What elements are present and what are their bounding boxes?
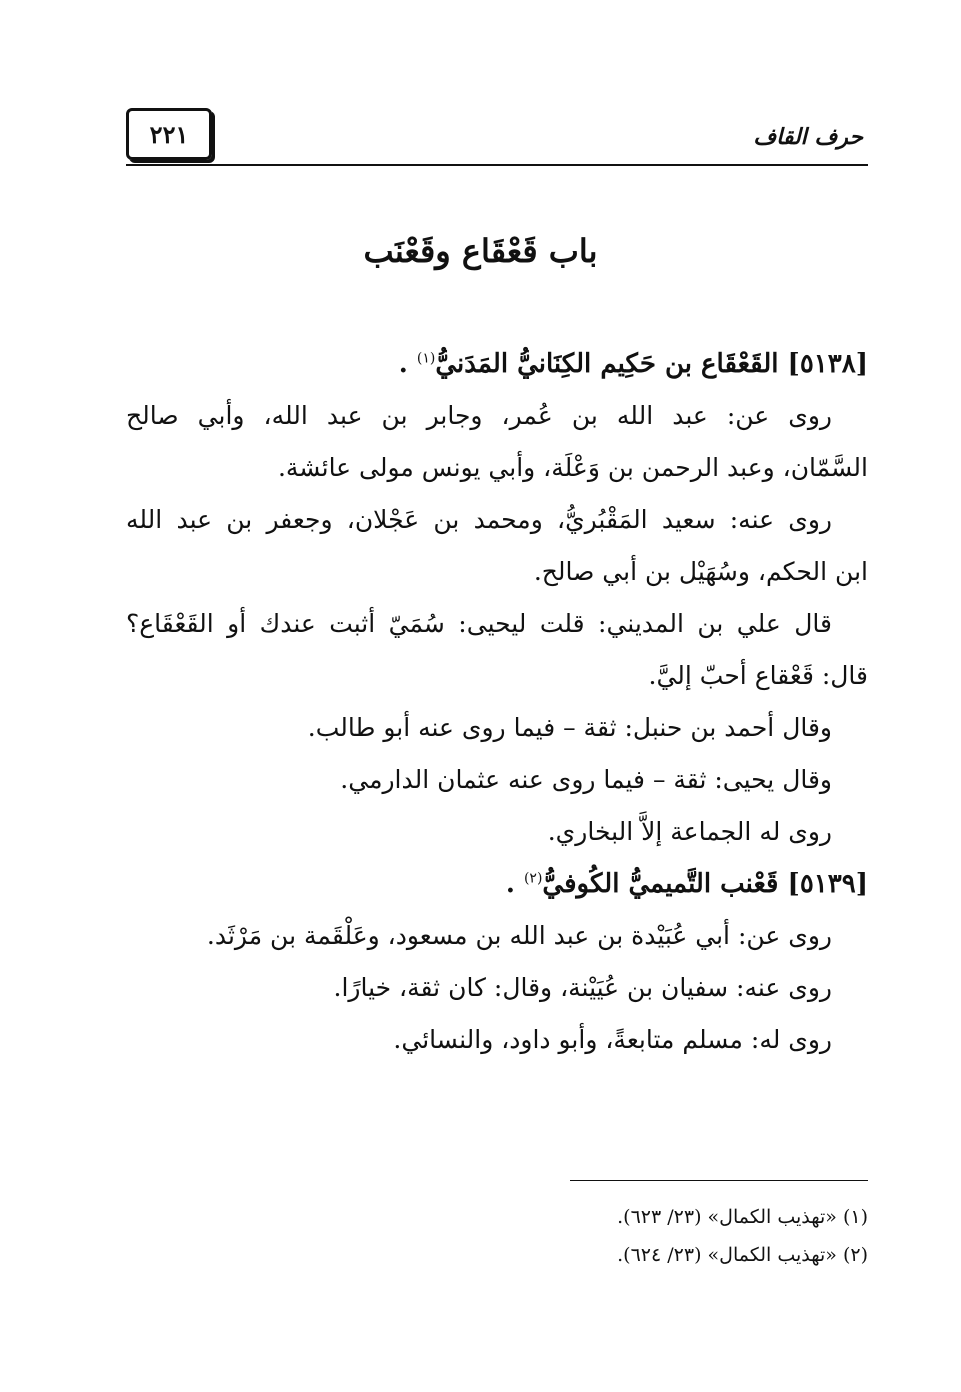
chapter-title: باب قَعْقَاع وقَعْنَب [363, 232, 598, 270]
entry-line: السَّمّان، وعبد الرحمن بن وَعْلَة، وأبي يونس مولى عائشة. [277, 453, 868, 482]
footnote-ref: (١) [416, 350, 436, 367]
running-head: حرف القاف [753, 124, 863, 150]
entry-line: وقال أحمد بن حنبل: ثقة – فيما روى عنه أبو طالب. [307, 713, 832, 742]
footnote: (١) «تهذيب الكمال» (٢٣/ ٦٢٣). [617, 1206, 868, 1228]
footnote: (٢) «تهذيب الكمال» (٢٣/ ٦٢٤). [617, 1244, 868, 1266]
entry-line: روى عنه: سفيان بن عُيَيْنة، وقال: كان ثقة، خيارًا. [333, 973, 832, 1002]
entry-line: روى عن: عبد الله بن عُمر، وجابر بن عبد الله، وأبي صالح [126, 401, 832, 430]
entry-line: روى عن: أبي عُبَيْدة بن عبد الله بن مسعود، وعَلْقَمة بن مَرْثَد. [206, 921, 832, 950]
footnote-divider [570, 1180, 868, 1181]
entry-line: روى له: مسلم متابعةً، وأبو داود، والنسائي. [393, 1025, 832, 1054]
footnotes [126, 1198, 868, 1274]
entry-line: روى له الجماعة إلاَّ البخاري. [547, 817, 832, 846]
entry-line: ابن الحكم، وسُهَيْل بن أبي صالح. [533, 557, 868, 586]
footnote-ref: (٢) [523, 870, 543, 887]
entry-line: روى عنه: سعيد المَقْبُريُّ، ومحمد بن عَجْلان، وجعفر بن عبد الله [126, 505, 832, 534]
entry-heading: [٥١٣٨] القَعْقَاع بن حَكِيم الكِنَانيُّ المَدَنيُّ$^{(١)}$ . [398, 349, 868, 379]
page-number: ٢٢١ [126, 108, 212, 160]
entry-line: قال علي بن المديني: قلت ليحيى: سُمَيّ أثبت عندك أو القَعْقَاع؟ [126, 609, 832, 638]
entry-line: قال: قَعْقاع أحبّ إليَّ. [648, 661, 868, 690]
entry-line: وقال يحيى: ثقة – فيما روى عنه عثمان الدارمي. [340, 765, 832, 794]
entry-heading-text: [٥١٣٩] قَعْنب التَّميميُّ الكُوفيُّ [542, 869, 868, 899]
header-divider [126, 164, 868, 166]
body-text [126, 338, 868, 1066]
entry-heading: [٥١٣٩] قَعْنب التَّميميُّ الكُوفيُّ$^{(٢)}$ . [505, 869, 868, 899]
entry-heading-text: [٥١٣٨] القَعْقَاع بن حَكِيم الكِنَانيُّ المَدَنيُّ [435, 349, 868, 379]
